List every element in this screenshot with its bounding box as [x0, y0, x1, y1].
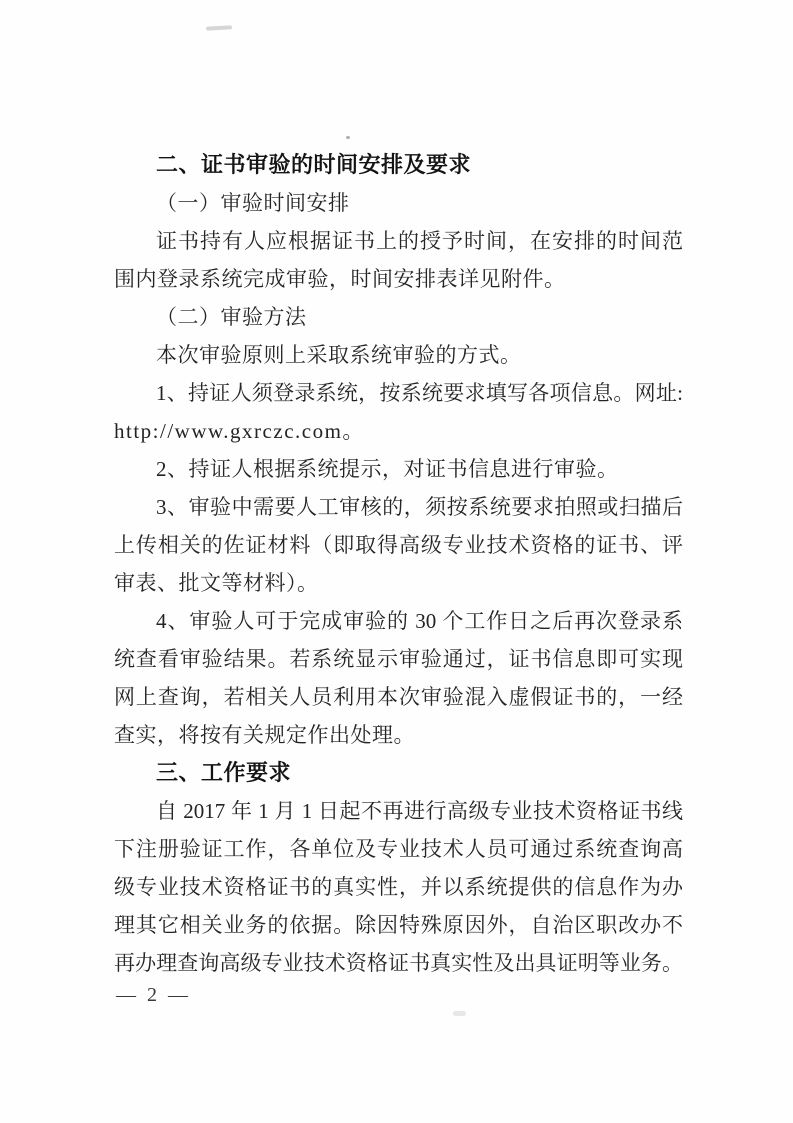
text-line: 3、审验中需要人工审核的，须按系统要求拍照或扫描后 [156, 495, 683, 519]
text-line: 再办理查询高级专业技术资格证书真实性及出具证明等业务。 [114, 951, 683, 975]
section-heading: 二、证书审验的时间安排及要求 [156, 152, 472, 177]
section-heading: 三、工作要求 [156, 760, 292, 785]
scan-smudge [206, 25, 232, 30]
text-line: （一）审验时间安排 [156, 191, 350, 215]
text-line: 查实，将按有关规定作出处理。 [114, 723, 415, 747]
text-line: 证书持有人应根据证书上的授予时间，在安排的时间范 [156, 229, 683, 253]
text-line: 本次审验原则上采取系统审验的方式。 [156, 343, 522, 367]
text-line: （二）审验方法 [156, 305, 307, 329]
text-line: 理其它相关业务的依据。除因特殊原因外，自治区职改办不 [114, 913, 683, 937]
text-line: 统查看审验结果。若系统显示审验通过，证书信息即可实现 [114, 647, 683, 671]
url-text-line: http://www.gxrczc.com。 [114, 419, 365, 443]
scan-speck [346, 136, 350, 139]
text-line: 下注册验证工作，各单位及专业技术人员可通过系统查询高 [114, 837, 683, 861]
text-line: 网上查询，若相关人员利用本次审验混入虚假证书的，一经 [114, 685, 683, 709]
text-line: 2、持证人根据系统提示，对证书信息进行审验。 [156, 457, 619, 481]
scan-speck [453, 1011, 466, 1016]
document-body [114, 146, 683, 982]
text-line: 级专业技术资格证书的真实性，并以系统提供的信息作为办 [114, 875, 683, 899]
text-line: 上传相关的佐证材料（即取得高级专业技术资格的证书、评 [114, 533, 683, 557]
text-line: 自 2017 年 1 月 1 日起不再进行高级专业技术资格证书线 [156, 799, 683, 823]
text-line: 围内登录系统完成审验，时间安排表详见附件。 [114, 267, 566, 291]
text-line: 4、审验人可于完成审验的 30 个工作日之后再次登录系 [156, 609, 683, 633]
text-line: 1、持证人须登录系统，按系统要求填写各项信息。网址: [156, 381, 683, 405]
page-number: — 2 — [116, 984, 191, 1006]
text-line: 审表、批文等材料）。 [114, 571, 319, 595]
